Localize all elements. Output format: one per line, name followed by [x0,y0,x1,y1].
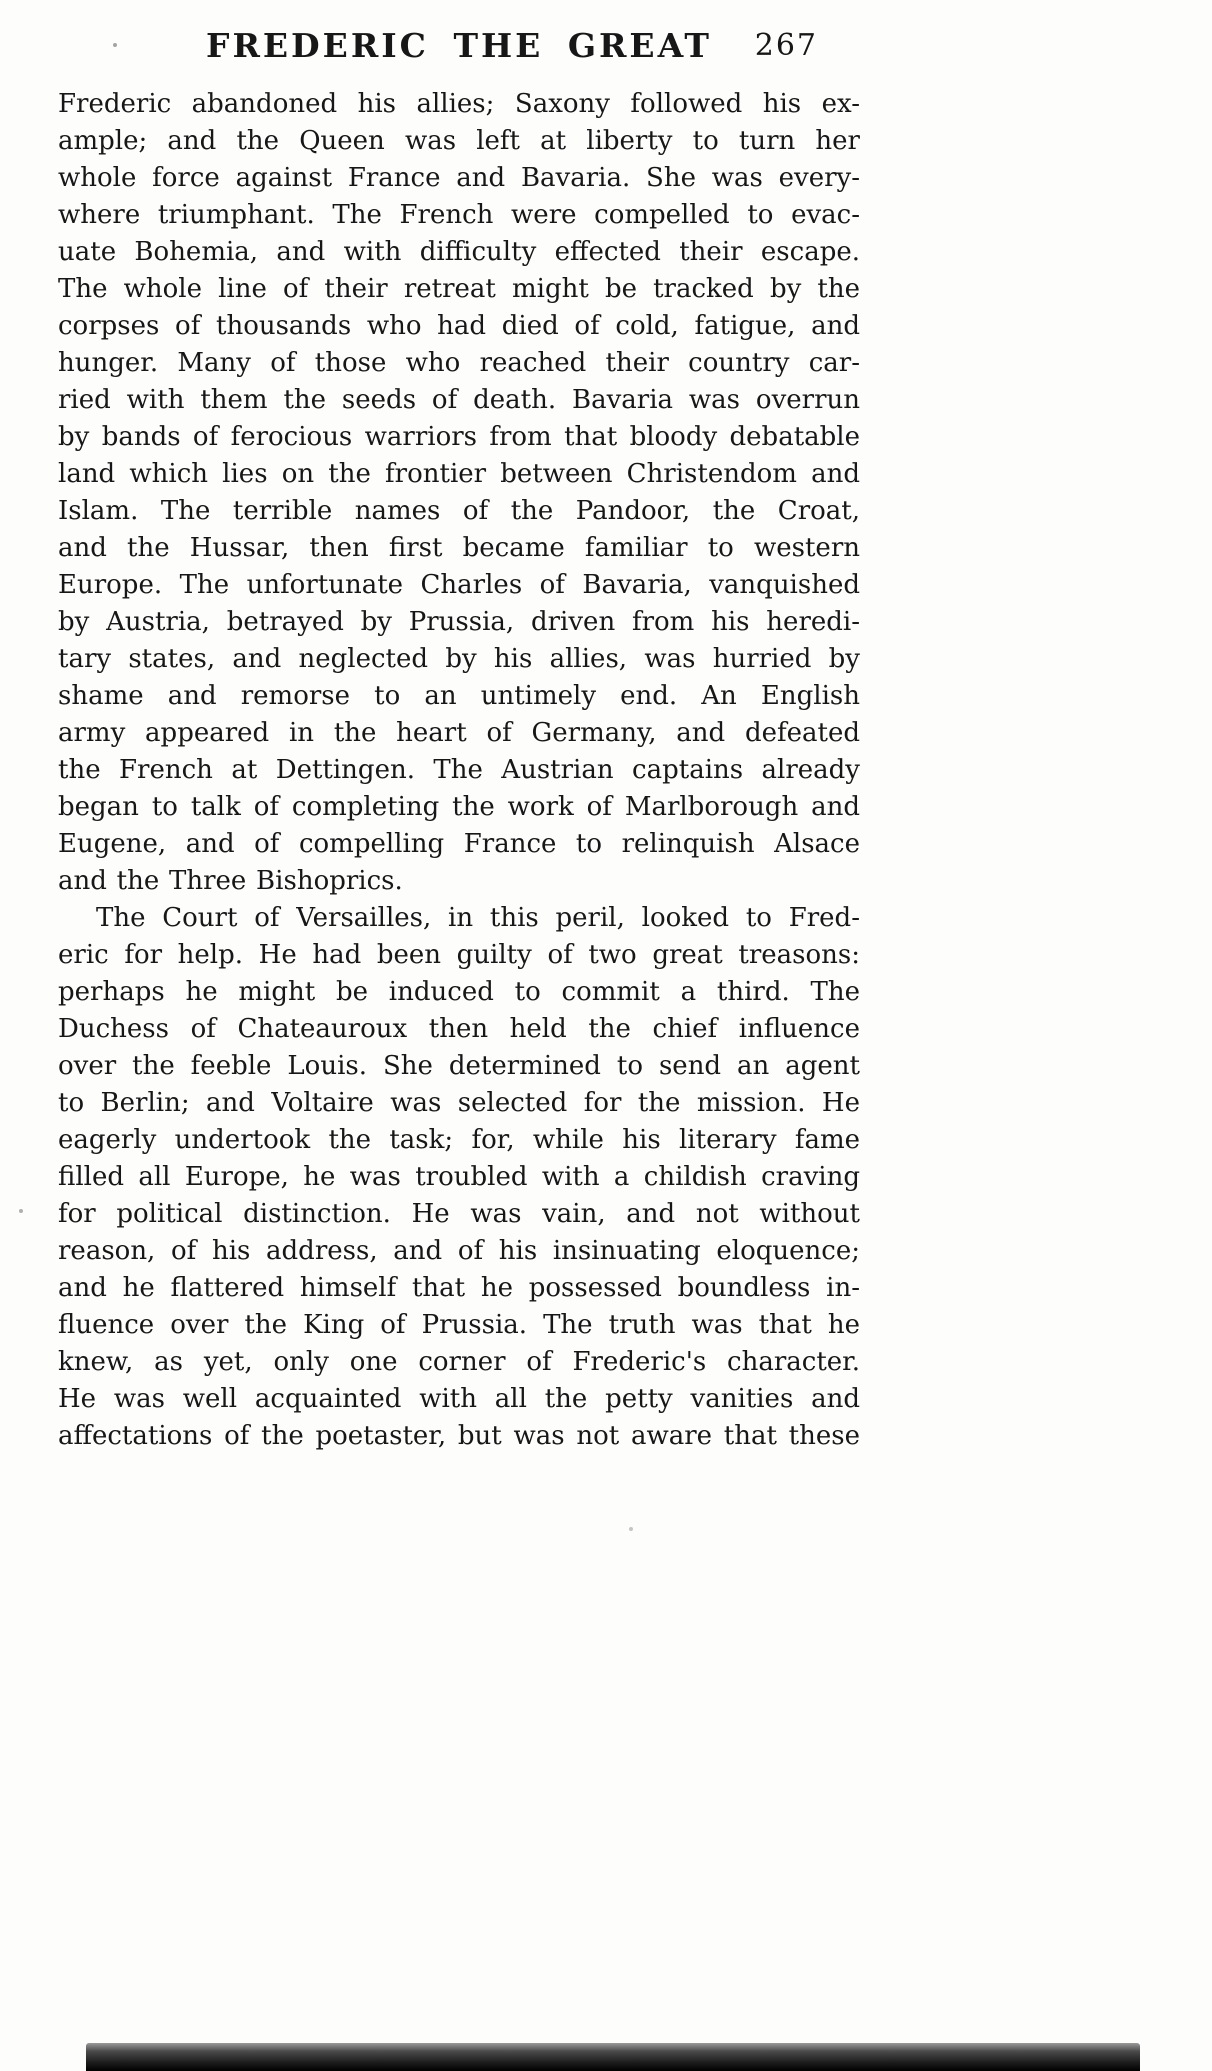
text-line: affectations of the poetaster, but was not aware that these [58,1421,860,1451]
text-line: over the feeble Louis. She determined to send an agent [58,1051,860,1081]
text-line: land which lies on the frontier between Christendom and [58,459,860,489]
text-line: army appeared in the heart of Germany, and defeated [58,718,860,748]
text-line: perhaps he might be induced to commit a third. The [58,977,860,1007]
text-line: to Berlin; and Voltaire was selected for the mission. He [58,1088,860,1118]
text-line: Frederic abandoned his allies; Saxony followed his ex- [58,89,860,119]
text-line: whole force against France and Bavaria. She was every- [58,163,860,193]
page-header [58,26,860,72]
text-line: He was well acquainted with all the petty vanities and [58,1384,860,1414]
text-line: hunger. Many of those who reached their country car- [58,348,860,378]
text-line: shame and remorse to an untimely end. An English [58,681,860,711]
text-line: reason, of his address, and of his insinuating eloquence; [58,1236,860,1266]
text-line: began to talk of completing the work of Marlborough and [58,792,860,822]
text-line: eric for help. He had been guilty of two great treasons: [58,940,860,970]
text-line: The whole line of their retreat might be tracked by the [58,274,860,304]
text-line: knew, as yet, only one corner of Frederic's character. [58,1347,860,1377]
text-line: fluence over the King of Prussia. The truth was that he [58,1310,860,1340]
paragraph [58,86,860,900]
text-line: ample; and the Queen was left at liberty to turn her [58,126,860,156]
scan-edge-bar [86,2043,1140,2071]
text-line: Duchess of Chateauroux then held the chief influence [58,1014,860,1044]
scan-specks [0,0,2,2]
text-line: eagerly undertook the task; for, while his literary fame [58,1125,860,1155]
text-line: filled all Europe, he was troubled with a childish craving [58,1162,860,1192]
page-number: 267 [754,28,818,63]
text-line: tary states, and neglected by his allies, was hurried by [58,644,860,674]
text-line: Europe. The unfortunate Charles of Bavaria, vanquished [58,570,860,600]
text-line: and he flattered himself that he possessed boundless in- [58,1273,860,1303]
text-line: Islam. The terrible names of the Pandoor, the Croat, [58,496,860,526]
text-line: for political distinction. He was vain, and not without [58,1199,860,1229]
text-line: where triumphant. The French were compelled to evac- [58,200,860,230]
text-line: uate Bohemia, and with difficulty effected their escape. [58,237,860,267]
text-line: by bands of ferocious warriors from that bloody debatable [58,422,860,452]
text-line: by Austria, betrayed by Prussia, driven from his heredi- [58,607,860,637]
text-line: the French at Dettingen. The Austrian captains already [58,755,860,785]
text-line: The Court of Versailles, in this peril, looked to Fred- [96,903,860,933]
body-text [58,86,860,1455]
text-line: and the Three Bishoprics. [58,866,403,896]
text-line: Eugene, and of compelling France to relinquish Alsace [58,829,860,859]
paragraph [58,900,860,1455]
running-head-title: FREDERIC THE GREAT [206,26,712,65]
text-line: corpses of thousands who had died of cold, fatigue, and [58,311,860,341]
text-line: and the Hussar, then first became familiar to western [58,533,860,563]
text-line: ried with them the seeds of death. Bavaria was overrun [58,385,860,415]
